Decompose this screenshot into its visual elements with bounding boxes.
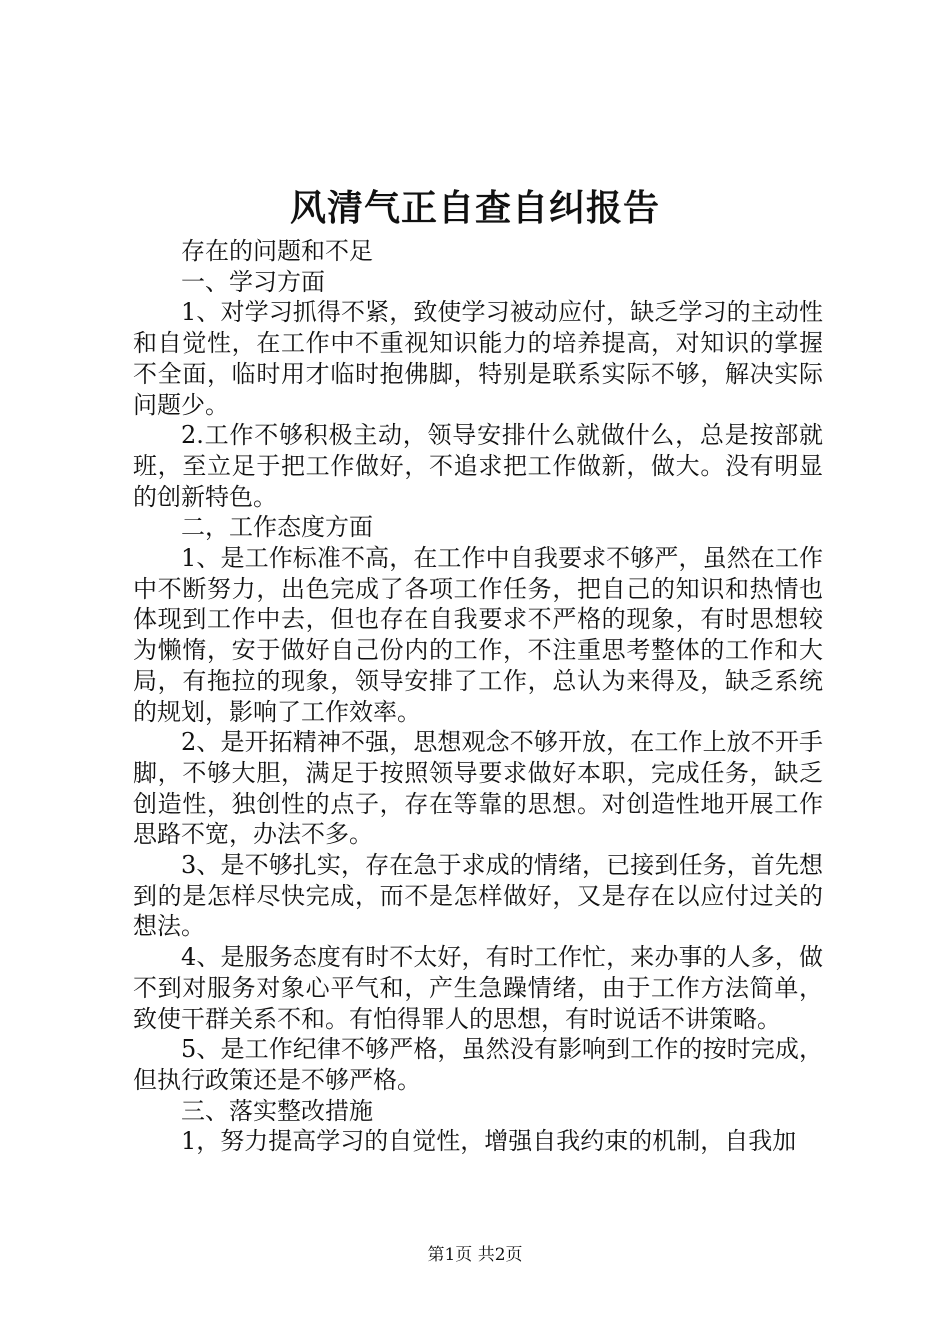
paragraph: 2.工作不够积极主动，领导安排什么就做什么，总是按部就班，至立足于把工作做好，不追求把工作做新，做大。没有明显的创新特色。 (133, 421, 823, 511)
paragraph: 存在的问题和不足 (181, 237, 373, 265)
paragraph: 1、是工作标准不高，在工作中自我要求不够严，虽然在工作中不断努力，出色完成了各项工作任务，把自己的知识和热情也体现到工作中去，但也存在自我要求不严格的现象，有时思想较为懒惰，安于做好自己份内的工作，不注重思考整体的工作和大局，有拖拉的现象，领导安排了工作，总认为来得及，缺乏系统的规划，影响了工作效率。 (133, 544, 823, 726)
section-heading: 一、学习方面 (181, 267, 325, 296)
paragraph: 5、是工作纪律不够严格，虽然没有影响到工作的按时完成，但执行政策还是不够严格。 (133, 1035, 823, 1094)
section-heading: 三、落实整改措施 (181, 1096, 373, 1125)
paragraph: 1、对学习抓得不紧，致使学习被动应付，缺乏学习的主动性和自觉性，在工作中不重视知识能力的培养提高，对知识的掌握不全面，临时用才临时抱佛脚，特别是联系实际不够，解决实际问题少。 (133, 298, 823, 419)
paragraph: 4、是服务态度有时不太好，有时工作忙，来办事的人多，做不到对服务对象心平气和，产生急躁情绪，由于工作方法简单，致使干群关系不和。有怕得罪人的思想，有时说话不讲策略。 (133, 943, 823, 1033)
page-footer: 第1页 共2页 (427, 1245, 523, 1265)
document-body (133, 236, 823, 1157)
section-heading: 二，工作态度方面 (181, 513, 373, 542)
document-title: 风清气正自查自纠报告 (289, 187, 660, 229)
paragraph: 2、是开拓精神不强，思想观念不够开放，在工作上放不开手脚，不够大胆，满足于按照领导要求做好本职，完成任务，缺乏创造性，独创性的点子，存在等靠的思想。对创造性地开展工作思路不宽，办法不多。 (133, 728, 823, 849)
paragraph: 3、是不够扎实，存在急于求成的情绪，已接到任务，首先想到的是怎样尽快完成，而不是怎样做好，又是存在以应付过关的想法。 (133, 851, 823, 941)
paragraph: 1，努力提高学习的自觉性，增强自我约束的机制，自我加 (181, 1127, 797, 1156)
